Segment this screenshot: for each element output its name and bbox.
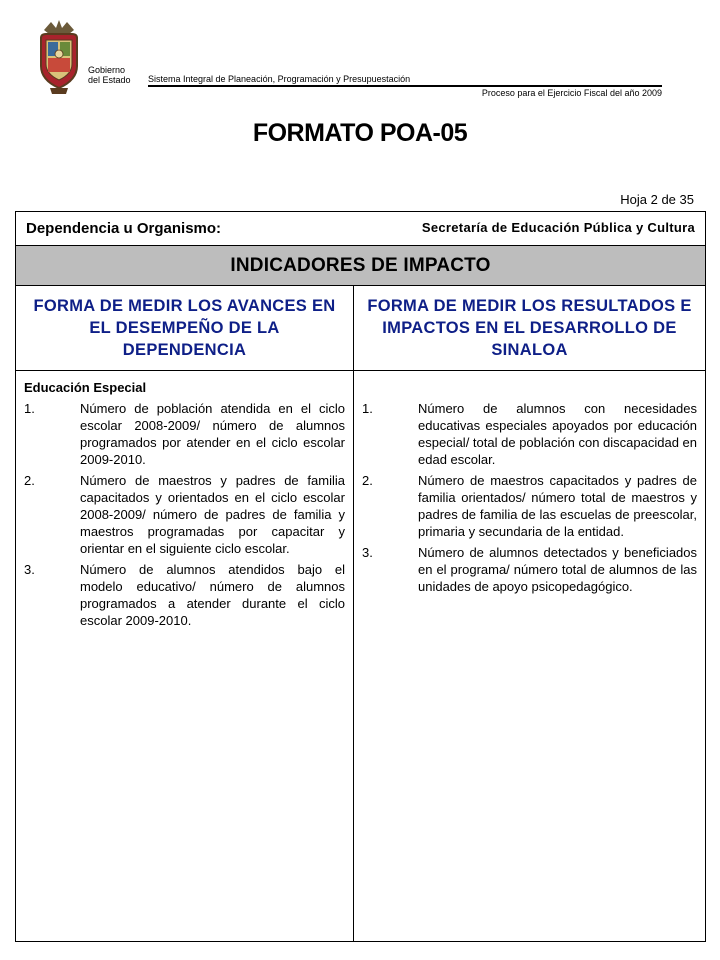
process-year: Proceso para el Ejercicio Fiscal del año 2009	[481, 88, 662, 98]
right-indicator-list	[362, 400, 697, 595]
column-header-row	[16, 286, 706, 371]
spacer	[362, 379, 697, 400]
item-number: 2.	[362, 473, 373, 488]
list-item	[24, 561, 345, 629]
section-heading: Educación Especial	[24, 380, 147, 395]
dependency-label: Dependencia u Organismo:	[26, 219, 222, 237]
item-text: Número de alumnos con necesidades educativas especiales apoyados por educación especial/ total de población con discapacidad en edad escolar.	[418, 401, 698, 467]
dependency-cell	[16, 212, 706, 246]
item-number: 2.	[24, 473, 35, 488]
page-number: Hoja 2 de 35	[620, 192, 694, 207]
dependency-value: Secretaría de Educación Pública y Cultura	[421, 219, 696, 235]
list-item	[362, 472, 697, 540]
header-rule	[148, 85, 662, 87]
item-number: 1.	[24, 401, 35, 416]
right-column-header: FORMA DE MEDIR LOS RESULTADOS E IMPACTOS EN EL DESARROLLO DE SINALOA	[354, 286, 706, 371]
item-number: 1.	[362, 401, 373, 416]
item-text: Número de alumnos atendidos bajo el modelo educativo/ número de alumnos programados a atender durante el ciclo escolar 2009-2010.	[80, 562, 345, 628]
indicators-table	[15, 211, 706, 942]
left-column-header: FORMA DE MEDIR LOS AVANCES EN EL DESEMPEÑO DE LA DEPENDENCIA	[16, 286, 354, 371]
system-name: Sistema Integral de Planeación, Programación y Presupuestación	[148, 74, 411, 84]
left-column-content	[16, 371, 354, 942]
government-label	[88, 65, 131, 85]
item-text: Número de maestros capacitados y padres de familia orientados/ número total de maestros y padres de familia de las escuelas de preescolar, primaria y secundaria de la entidad.	[418, 473, 698, 539]
gov-line2: del Estado	[88, 75, 131, 85]
list-item	[362, 400, 697, 468]
page-title: FORMATO POA-05	[252, 119, 468, 147]
item-text: Número de alumnos detectados y beneficiados en el programa/ número total de alumnos de las unidades de apoyo psicopedagógico.	[418, 545, 698, 594]
item-text: Número de población atendida en el ciclo escolar 2008-2009/ número de alumnos programados por atender en el ciclo escolar 2009-2010.	[80, 401, 345, 467]
section-title-row	[16, 246, 706, 286]
list-item	[24, 400, 345, 468]
gov-line1: Gobierno	[88, 65, 126, 75]
left-indicator-list	[24, 400, 345, 629]
state-coat-of-arms-logo	[36, 18, 82, 96]
item-text: Número de maestros y padres de familia capacitados y orientados en el ciclo escolar 2008-2009/ número de padres de familia y maestros programadas por capacitar y orientar en el siguiente ciclo escolar.	[80, 473, 345, 556]
section-title: INDICADORES DE IMPACTO	[16, 246, 706, 286]
item-number: 3.	[362, 545, 373, 560]
right-column-content	[354, 371, 706, 942]
list-item	[24, 472, 345, 557]
dependency-row	[16, 212, 706, 246]
list-item	[362, 544, 697, 595]
content-row	[16, 371, 706, 942]
item-number: 3.	[24, 562, 35, 577]
